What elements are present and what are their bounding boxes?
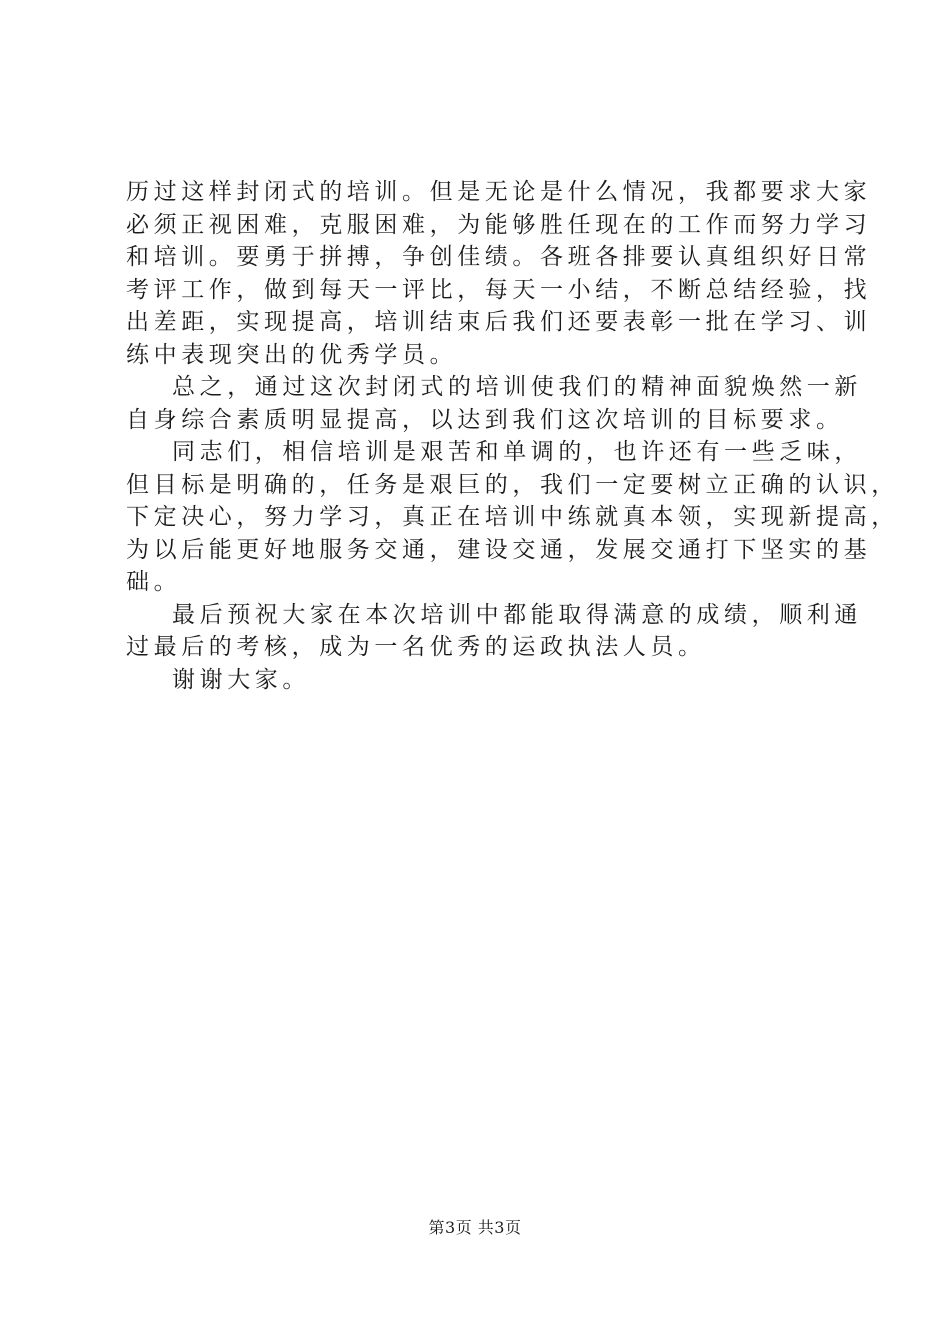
document-body <box>126 176 899 696</box>
text-line: 自身综合素质明显提高，以达到我们这次培训的目标要求。 <box>126 406 844 433</box>
text-line: 础。 <box>126 569 182 595</box>
text-line: 但目标是明确的，任务是艰巨的，我们一定要树立正确的认识， <box>126 471 899 498</box>
text-line: 练中表现突出的优秀学员。 <box>126 341 458 368</box>
text-line: 考评工作，做到每天一评比，每天一小结，不断总结经验，找 <box>126 276 872 303</box>
text-line: 出差距，实现提高，培训结束后我们还要表彰一批在学习、训 <box>126 309 872 335</box>
text-line: 过最后的考核，成为一名优秀的运政执法人员。 <box>126 634 706 660</box>
text-line: 和培训。要勇于拼搏，争创佳绩。各班各排要认真组织好日常 <box>126 244 872 270</box>
text-line: 历过这样封闭式的培训。但是无论是什么情况，我都要求大家 <box>126 179 872 205</box>
paragraph-start-line: 谢谢大家。 <box>172 666 310 693</box>
paragraph-start-line: 最后预祝大家在本次培训中都能取得满意的成绩，顺利通 <box>172 601 862 628</box>
paragraph-start-line: 总之，通过这次封闭式的培训使我们的精神面貌焕然一新 <box>172 374 862 400</box>
text-line: 下定决心，努力学习，真正在培训中练就真本领，实现新提高， <box>126 504 899 530</box>
text-line: 为以后能更好地服务交通，建设交通，发展交通打下坚实的基 <box>126 536 872 563</box>
paragraph-start-line: 同志们，相信培训是艰苦和单调的，也许还有一些乏味， <box>172 439 862 465</box>
text-line: 必须正视困难，克服困难，为能够胜任现在的工作而努力学习 <box>126 211 872 238</box>
page-number-footer: 第3页 共3页 <box>428 1218 522 1237</box>
